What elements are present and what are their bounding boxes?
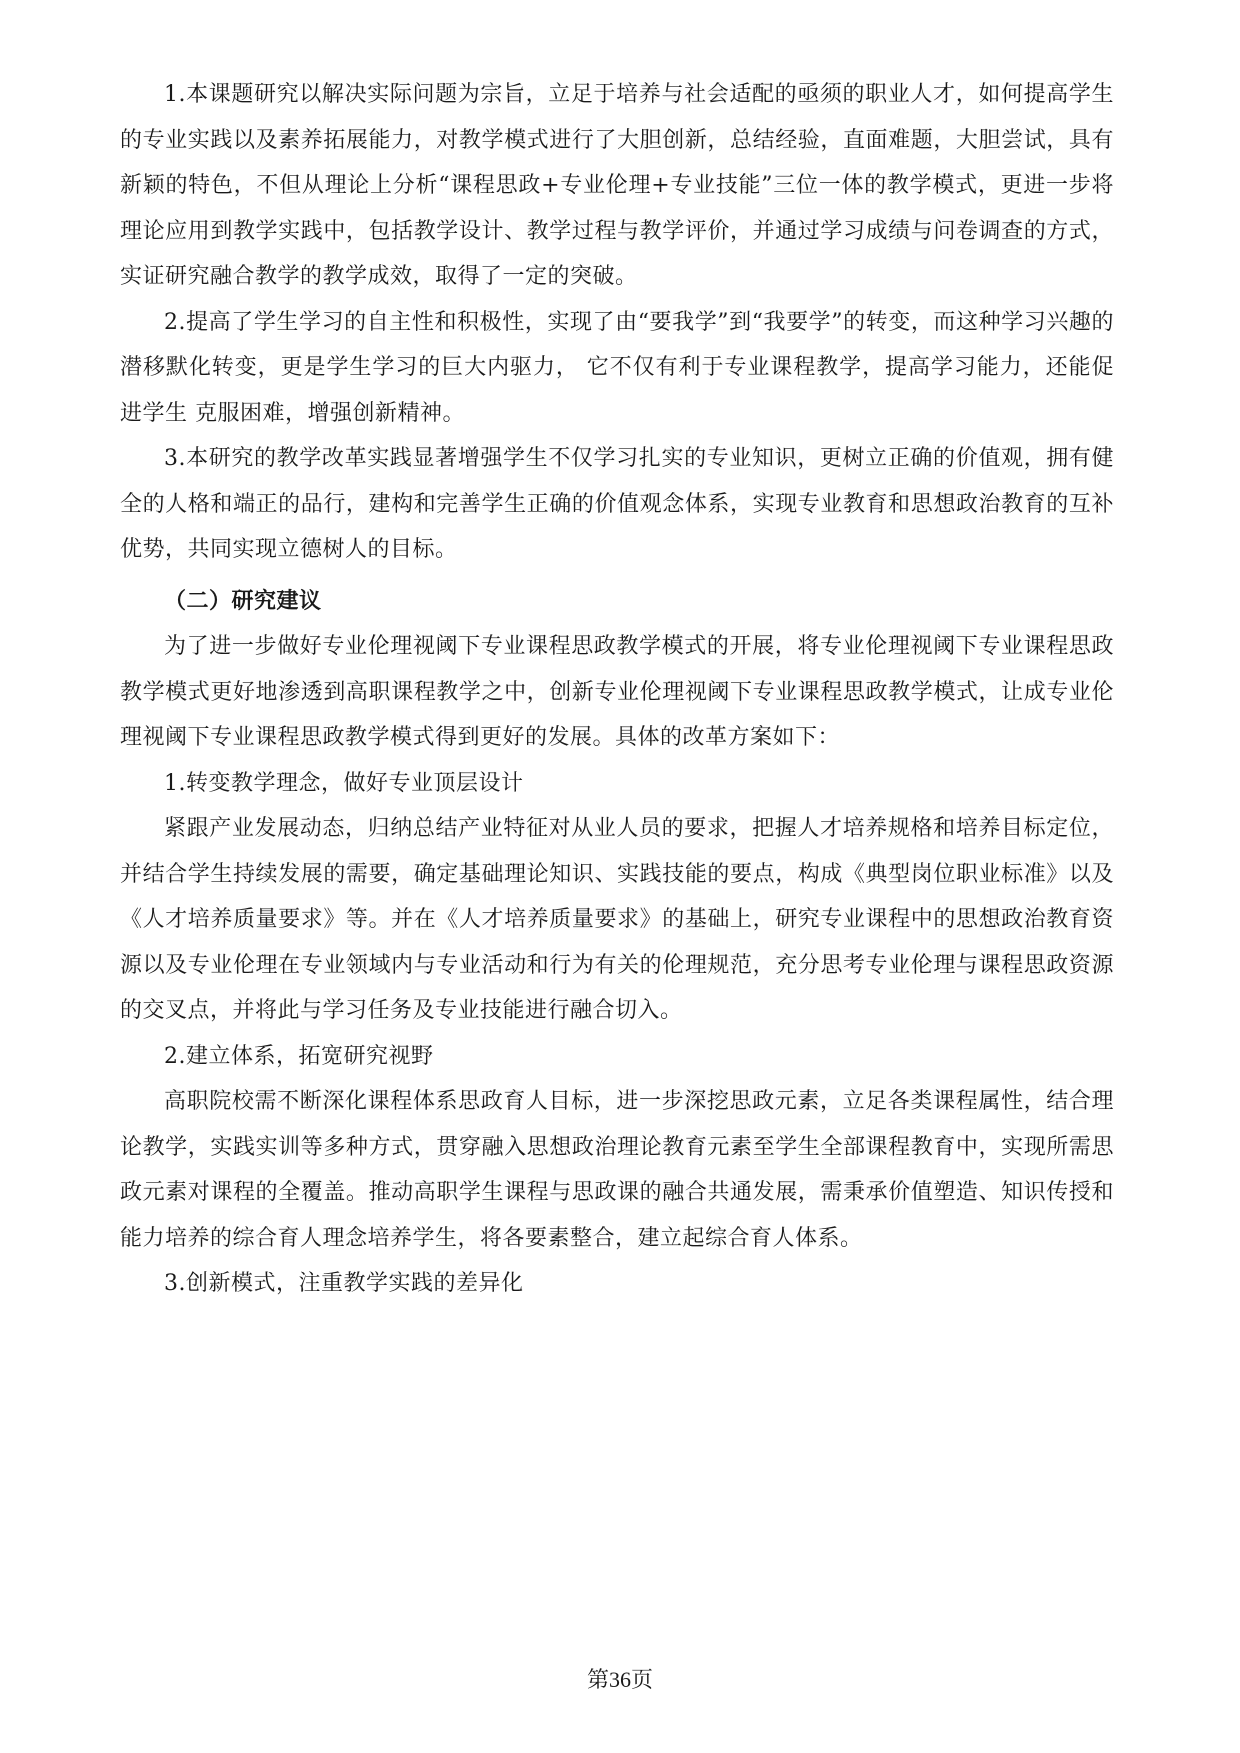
subsection-1-paragraph: 紧跟产业发展动态，归纳总结产业特征对从业人员的要求，把握人才培养规格和培养目标定位，并结合学生持续发展的需要，确定基础理论知识、实践技能的要点，构成《典型岗位职业标准》以及《人才培养质量要求》等。并在《人才培养质量要求》的基础上，研究专业课程中的思想政治教育资源以及专业伦理在专业领域内与专业活动和行为有关的伦理规范，充分思考专业伦理与课程思政资源的交叉点，并将此与学习任务及专业技能进行融合切入。: [120, 816, 1114, 1023]
section-heading: （二）研究建议: [164, 587, 322, 614]
subheading-1: 1.转变教学理念，做好专业顶层设计: [164, 770, 524, 796]
subsection-2-paragraph: 高职院校需不断深化课程体系思政育人目标，进一步深挖思政元素，立足各类课程属性，结合理论教学，实践实训等多种方式，贯穿融入思想政治理论教育元素至学生全部课程教育中，实现所需思政元素对课程的全覆盖。推动高职学生课程与思政课的融合共通发展，需秉承价值塑造、知识传授和能力培养的综合育人理念培养学生，将各要素整合，建立起综合育人体系。: [120, 1089, 1114, 1251]
page-body: [120, 72, 1114, 1307]
subheading-3: 3.创新模式，注重教学实践的差异化: [164, 1271, 524, 1296]
page-number: 第36页: [586, 1667, 653, 1692]
suggestion-intro-paragraph: 为了进一步做好专业伦理视阈下专业课程思政教学模式的开展，将专业伦理视阈下专业课程思政教学模式更好地渗透到高职课程教学之中，创新专业伦理视阈下专业课程思政教学模式，让成专业伦理视阈下专业课程思政教学模式得到更好的发展。具体的改革方案如下：: [120, 634, 1114, 750]
conclusion-paragraph-2: 2.提高了学生学习的自主性和积极性，实现了由“要我学”到“我要学”的转变，而这种学习兴趣的 潜移默化转变，更是学生学习的巨大内驱力， 它不仅有利于专业课程教学，提高学习能力，还能促进学生 克服困难，增强创新精神。: [120, 309, 1114, 426]
conclusion-paragraph-3: 3.本研究的教学改革实践显著增强学生不仅学习扎实的专业知识，更树立正确的价值观，拥有健全的人格和端正的品行，建构和完善学生正确的价值观念体系，实现专业教育和思想政治教育的互补优势，共同实现立德树人的目标。: [120, 446, 1114, 562]
subheading-2: 2.建立体系，拓宽研究视野: [164, 1043, 434, 1069]
conclusion-paragraph-1: 1.本课题研究以解决实际问题为宗旨，立足于培养与社会适配的亟须的职业人才，如何提高学生的专业实践以及素养拓展能力，对教学模式进行了大胆创新，总结经验，直面难题，大胆尝试，具有新颖的特色，不但从理论上分析“课程思政+专业伦理+专业技能”三位一体的教学模式，更进一步将理论应用到教学实践中，包括教学设计、教学过程与教学评价，并通过学习成绩与问卷调查的方式，实证研究融合教学的教学成效，取得了一定的突破。: [120, 82, 1114, 289]
